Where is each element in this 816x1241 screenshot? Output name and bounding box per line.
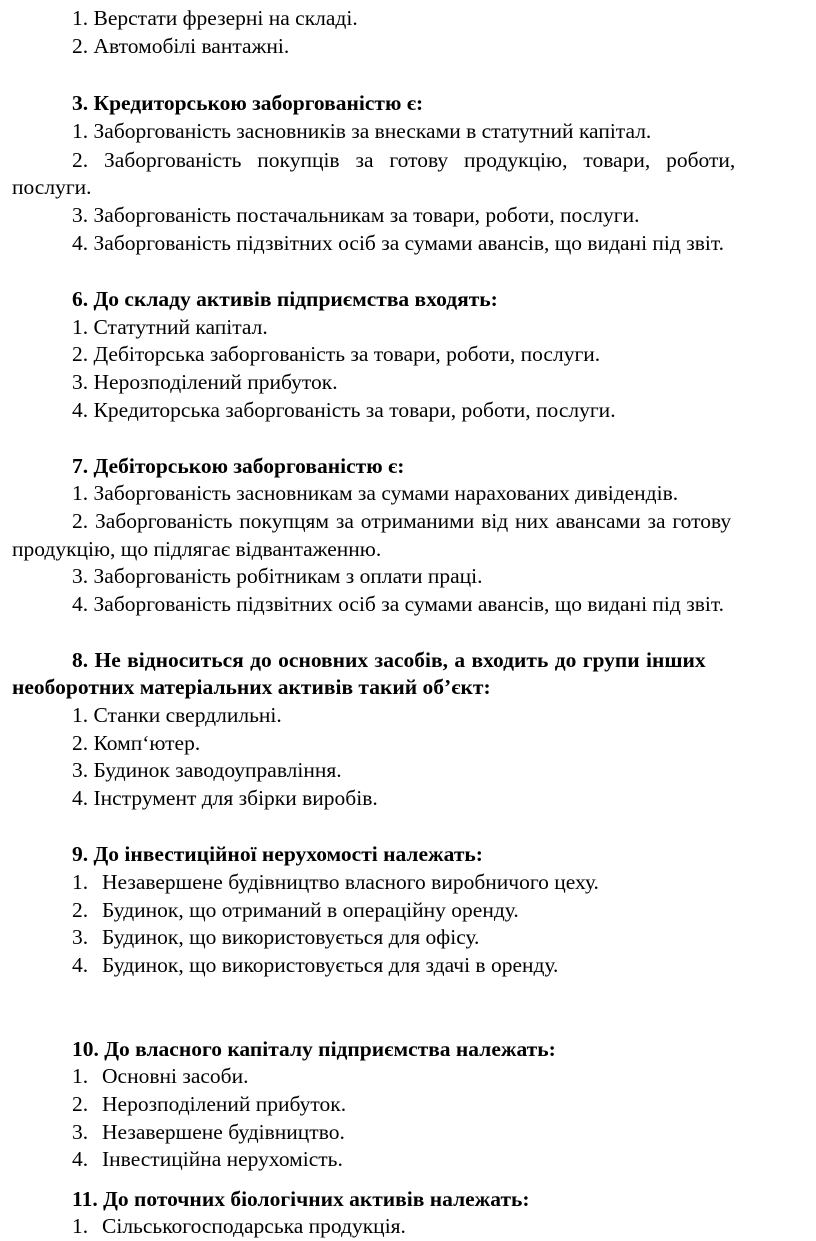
option-item xyxy=(72,869,599,895)
option-item-continuation: продукцію, що підлягає відвантаженню. xyxy=(12,537,382,561)
option-item: 3. Нерозподілений прибуток. xyxy=(72,370,338,394)
option-item xyxy=(72,1063,248,1089)
option-item-q11 xyxy=(72,1213,406,1239)
option-item: 2. Автомобілі вантажні. xyxy=(72,34,290,58)
option-item: 4. Інструмент для збірки виробів. xyxy=(72,786,378,810)
option-text: Основні засоби. xyxy=(102,1064,249,1088)
option-number: 1. xyxy=(72,870,89,894)
option-item xyxy=(72,1146,343,1172)
option-item xyxy=(72,924,479,950)
option-item xyxy=(72,1091,346,1117)
question-title-continuation: необоротних матеріальних активів такий об’єкт: xyxy=(12,675,491,699)
option-item: 3. Заборгованість постачальникам за товари, роботи, послуги. xyxy=(72,203,640,227)
option-item: 4. Заборгованість підзвітних осіб за сумами авансів, що видані під звіт. xyxy=(72,231,724,255)
option-item: 2. Комп‘ютер. xyxy=(72,731,201,755)
option-item: 2. Дебіторська заборгованість за товари, роботи, послуги. xyxy=(72,342,601,366)
option-item: 2. Заборгованість покупців за готову продукцію, товари, роботи, xyxy=(72,148,736,172)
option-item: 1. Верстати фрезерні на складі. xyxy=(72,6,358,30)
option-text: Незавершене будівництво. xyxy=(102,1120,345,1144)
option-text: Нерозподілений прибуток. xyxy=(102,1092,347,1116)
option-item: 1. Заборгованість засновникам за сумами нарахованих дивідендів. xyxy=(72,481,679,505)
question-title: 6. До складу активів підприємства входять: xyxy=(72,287,498,311)
option-number: 3. xyxy=(72,1120,89,1144)
option-item: 1. Заборгованість засновників за внесками в статутний капітал. xyxy=(72,119,652,143)
option-text: Інвестиційна нерухомість. xyxy=(102,1147,343,1171)
option-text: Будинок, що використовується для здачі в оренду. xyxy=(102,953,559,977)
question-title: 9. До інвестиційної нерухомості належать: xyxy=(72,842,483,866)
option-item: 1. Статутний капітал. xyxy=(72,315,268,339)
option-number: 2. xyxy=(72,898,89,922)
option-text: Незавершене будівництво власного виробничого цеху. xyxy=(102,870,599,894)
option-item: 3. Будинок заводоуправління. xyxy=(72,758,342,782)
option-item: 1. Станки свердлильні. xyxy=(72,703,282,727)
question-title: 8. Не відноситься до основних засобів, а входить до групи інших xyxy=(72,648,706,672)
option-number: 4. xyxy=(72,953,89,977)
option-item: 4. Кредиторська заборгованість за товари, роботи, послуги. xyxy=(72,398,616,422)
option-item-continuation: послуги. xyxy=(12,175,92,199)
option-item: 4. Заборгованість підзвітних осіб за сумами авансів, що видані під звіт. xyxy=(72,592,724,616)
option-number: 1. xyxy=(72,1064,89,1088)
option-item xyxy=(72,897,519,923)
option-item xyxy=(72,1119,345,1145)
option-number: 3. xyxy=(72,925,89,949)
option-number: 2. xyxy=(72,1092,89,1116)
question-title: 3. Кредиторською заборгованістю є: xyxy=(72,91,424,115)
option-number: 1. xyxy=(72,1214,89,1238)
option-item: 3. Заборгованість робітникам з оплати праці. xyxy=(72,564,483,588)
option-item: 2. Заборгованість покупцям за отриманими від них авансами за готову xyxy=(72,509,732,533)
option-text: Будинок, що отриманий в операційну оренду. xyxy=(102,898,519,922)
question-title: 10. До власного капіталу підприємства належать: xyxy=(72,1037,556,1061)
question-title: 7. Дебіторською заборгованістю є: xyxy=(72,454,405,478)
question-title: 11. До поточних біологічних активів належать: xyxy=(72,1187,530,1211)
option-item xyxy=(72,952,558,978)
option-number: 4. xyxy=(72,1147,89,1171)
option-text: Будинок, що використовується для офісу. xyxy=(102,925,480,949)
option-text: Сільськогосподарська продукція. xyxy=(102,1214,406,1238)
